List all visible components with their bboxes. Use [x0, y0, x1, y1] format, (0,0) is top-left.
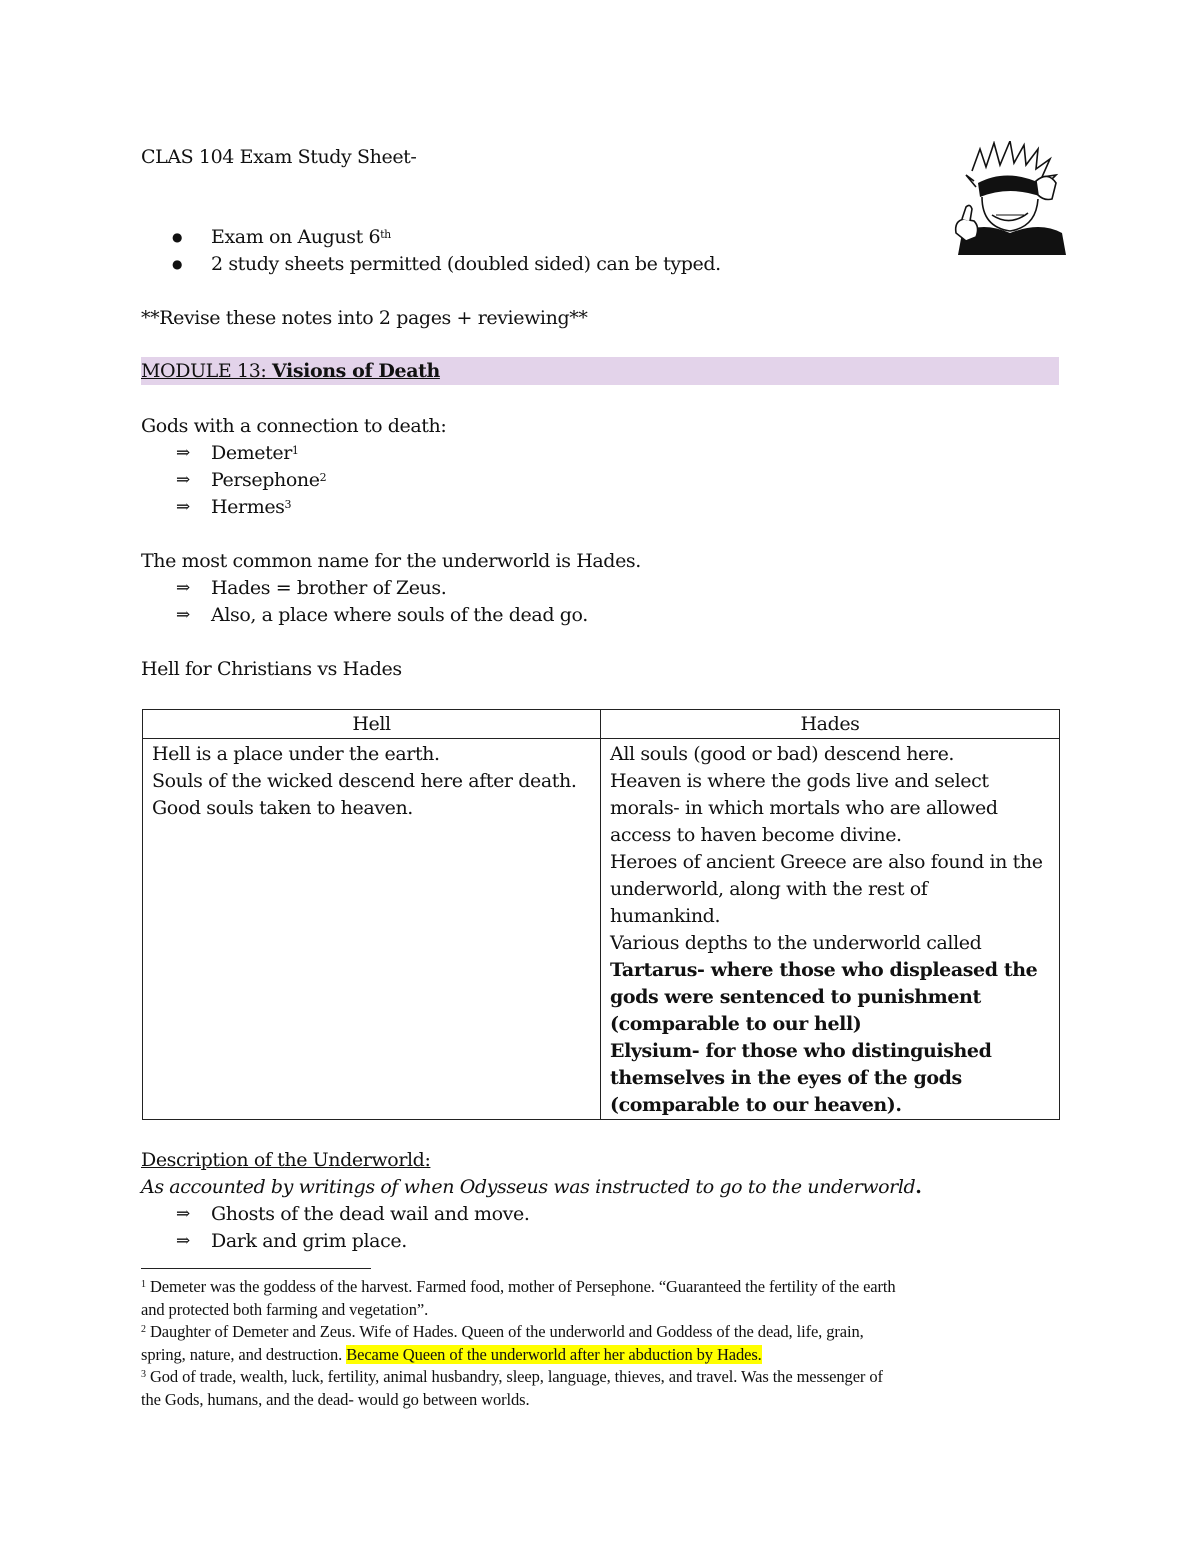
cell-line-bold: gods were sentenced to punishment [610, 986, 981, 1008]
list-item: Persephone$^2$ [211, 469, 327, 491]
bullet-dot-icon: ● [172, 257, 183, 271]
footnote-separator [141, 1268, 371, 1269]
cell-line: Heroes of ancient Greece are also found in the [610, 851, 1043, 873]
double-arrow-icon: ⇒ [176, 497, 191, 517]
list-item: 2 study sheets permitted (doubled sided) can be typed. [211, 253, 721, 275]
list-item: Exam on August 6th [211, 226, 391, 248]
list-item: Ghosts of the dead wail and move. [211, 1203, 530, 1225]
cell-line: Good souls taken to heaven. [152, 797, 413, 819]
hell-cell [143, 739, 601, 1120]
list-item: Hades = brother of Zeus. [211, 577, 447, 599]
cell-line: Various depths to the underworld called [610, 932, 982, 954]
cell-line-bold: (comparable to our hell) [610, 1013, 862, 1035]
avatar [952, 141, 1070, 255]
cell-line: morals- in which mortals who are allowed [610, 797, 998, 819]
description-subtitle: As accounted by writings of when Odysseus was instructed to go to the underworld. [141, 1176, 922, 1198]
comparison-table [142, 709, 1060, 1120]
cell-line: Hell is a place under the earth. [152, 743, 440, 765]
double-arrow-icon: ⇒ [176, 443, 191, 463]
footnote-2: $^2$ Daughter of Demeter and Zeus. Wife of Hades. Queen of the underworld and Goddess of the dead, life, grain, spring, nature, and destruction. Became Queen of the underworld after her abduction by Hades. [141, 1322, 864, 1364]
list-item: Dark and grim place. [211, 1230, 407, 1252]
page-title: CLAS 104 Exam Study Sheet- [141, 146, 417, 168]
cell-line-bold: themselves in the eyes of the gods [610, 1067, 962, 1089]
list-item: Also, a place where souls of the dead go. [211, 604, 588, 626]
gods-intro: Gods with a connection to death: [141, 415, 447, 437]
footnote-3: $^3$ God of trade, wealth, luck, fertility, animal husbandry, sleep, language, thieves, and travel. Was the messenger of the Gods, humans, and the dead- would go between worlds. [141, 1367, 883, 1409]
cell-line: Heaven is where the gods live and select [610, 770, 989, 792]
double-arrow-icon: ⇒ [176, 470, 191, 490]
table-header-row [143, 710, 1060, 739]
table-row [143, 739, 1060, 1120]
column-header-hades: Hades [601, 710, 1060, 739]
underworld-intro: The most common name for the underworld is Hades. [141, 550, 641, 572]
cell-line-bold: Tartarus- where those who displeased the [610, 959, 1038, 981]
cell-line: underworld, along with the rest of [610, 878, 928, 900]
column-header-hell: Hell [143, 710, 601, 739]
compare-heading: Hell for Christians vs Hades [141, 658, 402, 680]
cell-line: Souls of the wicked descend here after death. [152, 770, 577, 792]
module-heading: MODULE 13: Visions of Death [141, 360, 440, 382]
cell-line: humankind. [610, 905, 721, 927]
hades-cell [601, 739, 1060, 1120]
cell-line-bold: Elysium- for those who distinguished [610, 1040, 992, 1062]
double-arrow-icon: ⇒ [176, 605, 191, 625]
list-item: Demeter$^1$ [211, 442, 299, 464]
footnote-1: $^1$ Demeter was the goddess of the harvest. Farmed food, mother of Persephone. “Guaranteed the fertility of the earth and protected both farming and vegetation”. [141, 1277, 896, 1319]
list-item: Hermes$^3$ [211, 496, 292, 518]
cell-line: access to haven become divine. [610, 824, 902, 846]
double-arrow-icon: ⇒ [176, 578, 191, 598]
double-arrow-icon: ⇒ [176, 1231, 191, 1251]
highlighted-text: Became Queen of the underworld after her abduction by Hades. [346, 1344, 762, 1364]
bullet-dot-icon: ● [172, 230, 183, 244]
cell-line: All souls (good or bad) descend here. [610, 743, 955, 765]
description-heading: Description of the Underworld: [141, 1149, 431, 1171]
double-arrow-icon: ⇒ [176, 1204, 191, 1224]
cell-line-bold: (comparable to our heaven). [610, 1094, 902, 1116]
reminder-note: **Revise these notes into 2 pages + reviewing** [141, 307, 588, 329]
